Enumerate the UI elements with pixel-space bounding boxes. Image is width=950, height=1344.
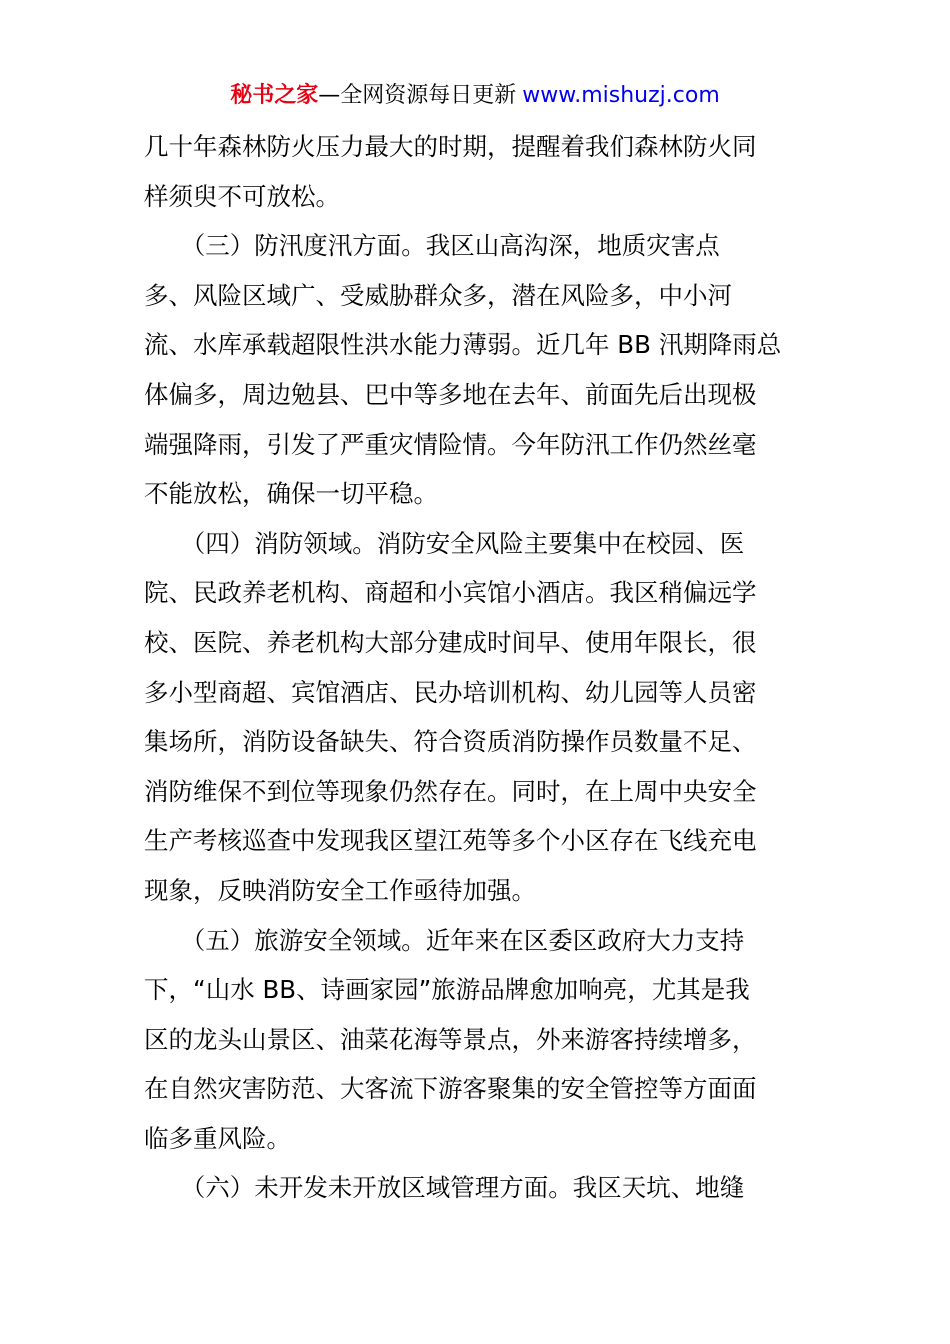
text-line: 区的龙头山景区、油菜花海等景点，外来游客持续增多， [144, 1024, 757, 1054]
text-line: 几十年森林防火压力最大的时期，提醒着我们森林防火同 [144, 132, 757, 161]
text-line: 端强降雨，引发了严重灾情险情。今年防汛工作仍然丝毫 [144, 429, 757, 459]
text-line: 体偏多，周边勉县、巴中等多地在去年、前面先后出现极 [144, 379, 757, 409]
document-body [144, 122, 808, 1213]
text-line: （五）旅游安全领域。近年来在区委区政府大力支持 [144, 925, 745, 955]
text-line: 多、风险区域广、受威胁群众多，潜在风险多，中小河 [144, 280, 732, 310]
text-line: （四）消防领域。消防安全风险主要集中在校园、医 [144, 528, 745, 558]
text-line: 样须臾不可放松。 [144, 181, 340, 211]
text-line: 临多重风险。 [144, 1123, 291, 1153]
header-slogan: —全网资源每日更新 [318, 83, 517, 108]
text-line: 不能放松，确保一切平稳。 [144, 479, 438, 509]
brand-name: 秘书之家 [230, 83, 319, 108]
text-line: （三）防汛度汛方面。我区山高沟深，地质灾害点 [144, 231, 720, 261]
text-line: 集场所，消防设备缺失、符合资质消防操作员数量不足、 [144, 727, 757, 757]
text-line: （六）未开发未开放区域管理方面。我区天坑、地缝 [144, 1173, 745, 1203]
text-line: 院、民政养老机构、商超和小宾馆小酒店。我区稍偏远学 [144, 578, 757, 608]
text-line: 下，“山水 BB、诗画家园”旅游品牌愈加响亮，尤其是我 [144, 975, 750, 1005]
text-line: 多小型商超、宾馆酒店、民办培训机构、幼儿园等人员密 [144, 677, 757, 707]
text-line: 流、水库承载超限性洪水能力薄弱。近几年 BB 汛期降雨总 [144, 330, 782, 360]
text-line: 生产考核巡查中发现我区望江苑等多个小区存在飞线充电 [144, 826, 757, 856]
text-line: 校、医院、养老机构大部分建成时间早、使用年限长，很 [144, 627, 757, 657]
text-line: 现象，反映消防安全工作亟待加强。 [144, 875, 536, 905]
site-header [0, 80, 950, 112]
site-url-link[interactable]: www.mishuzj.com [522, 83, 720, 108]
text-line: 在自然灾害防范、大客流下游客聚集的安全管控等方面面 [144, 1074, 757, 1104]
text-line: 消防维保不到位等现象仍然存在。同时，在上周中央安全 [144, 776, 757, 806]
